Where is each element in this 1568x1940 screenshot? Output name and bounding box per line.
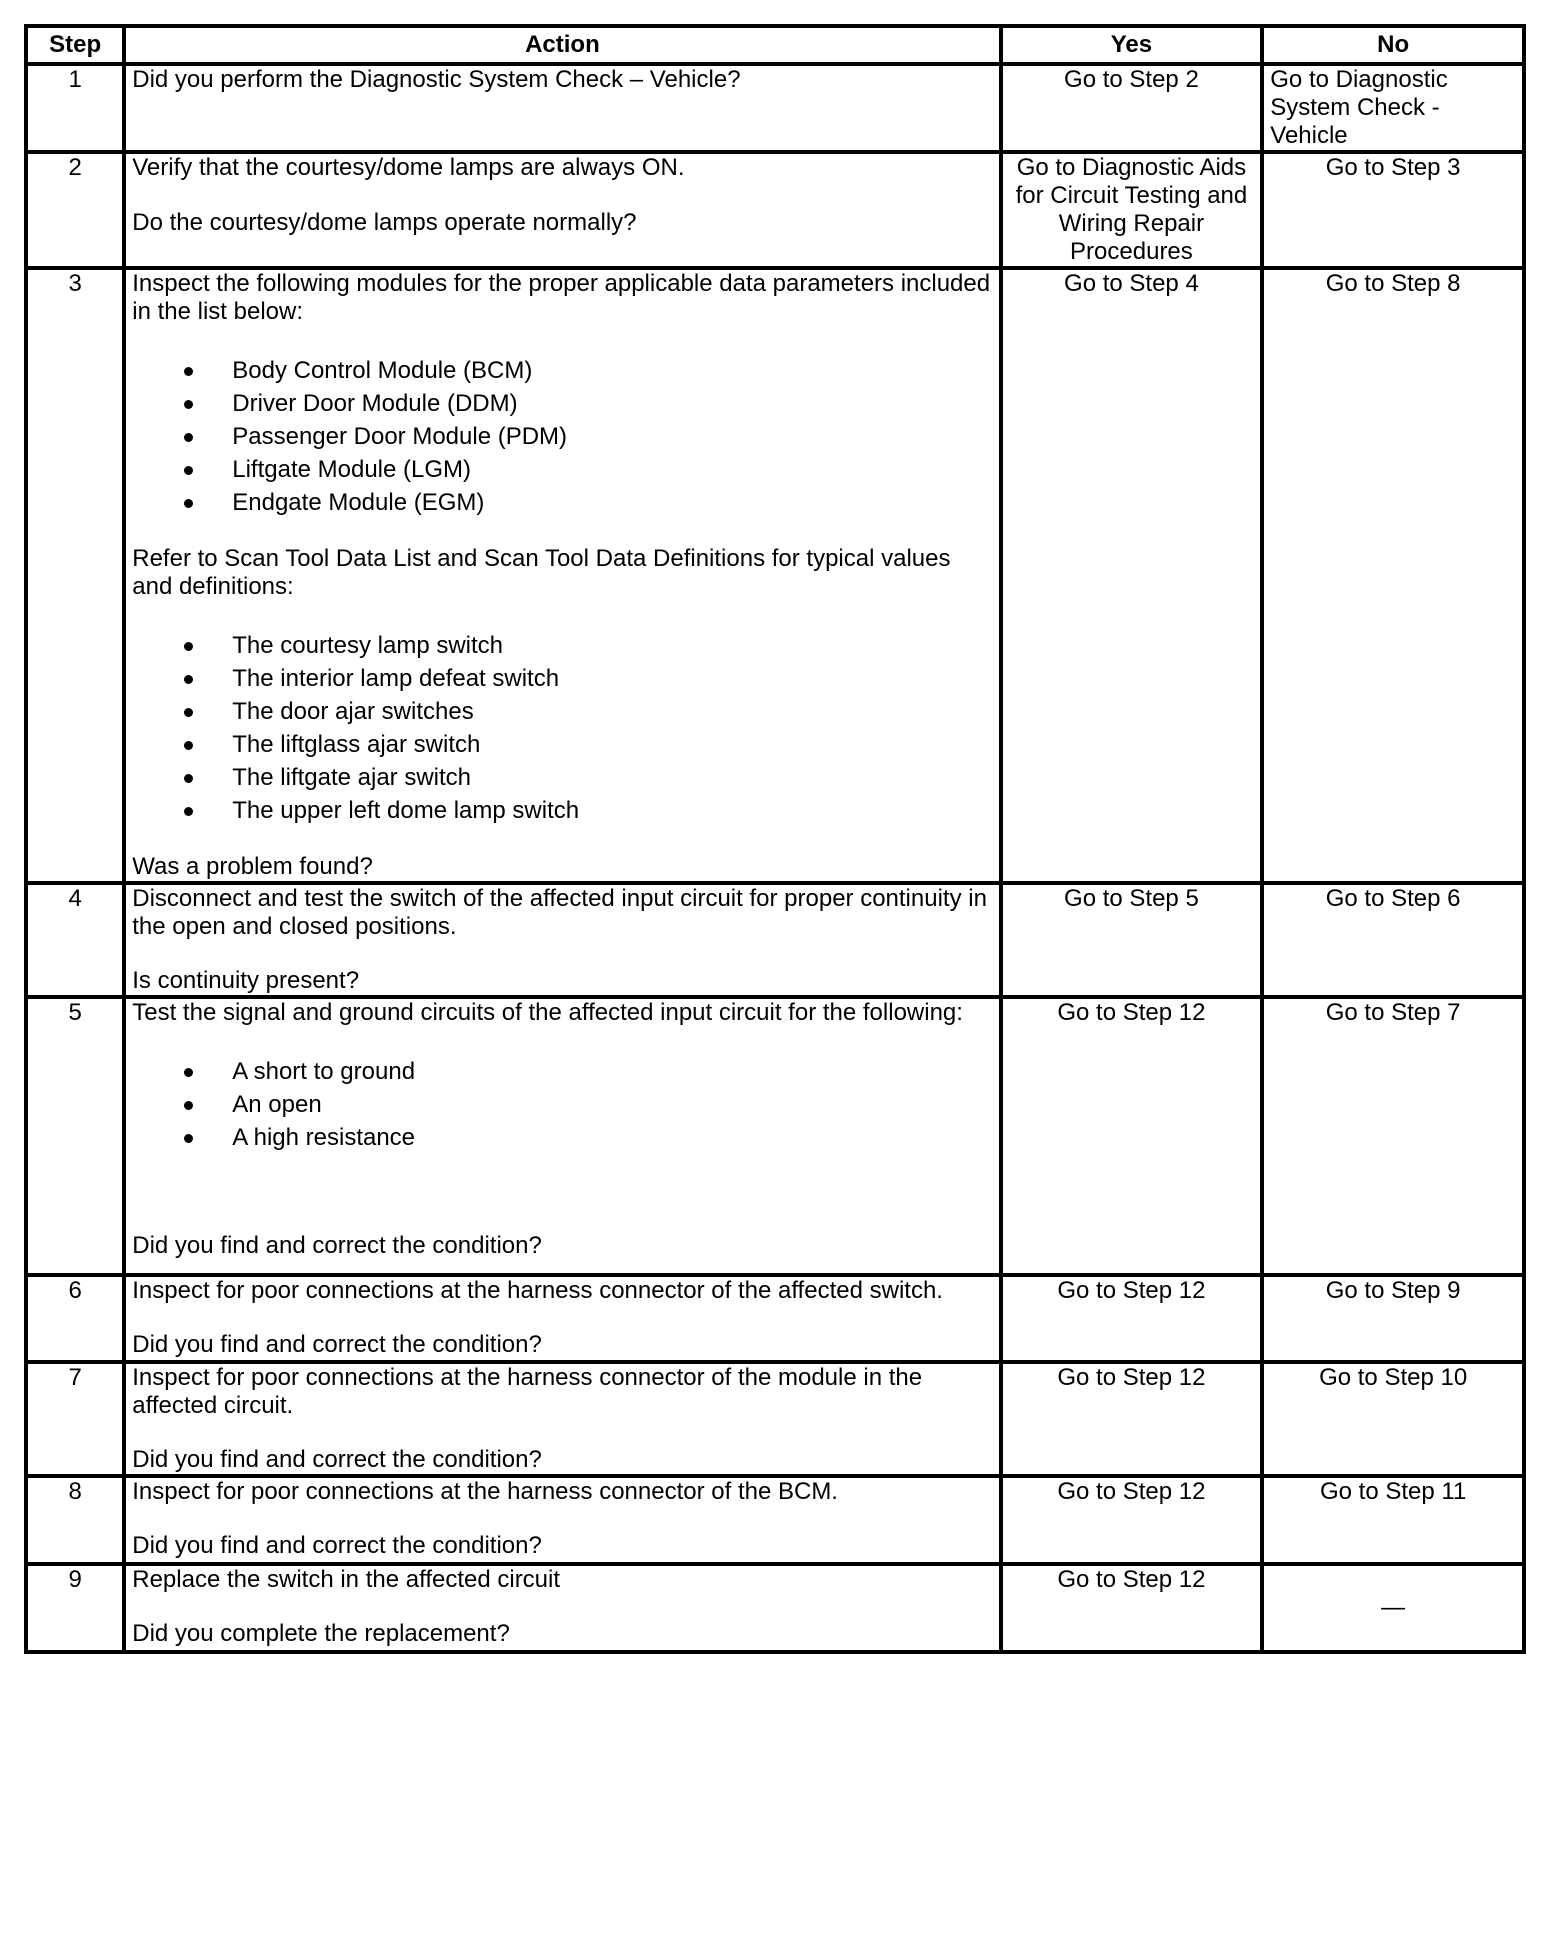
- no-cell: Go to Step 8: [1262, 268, 1524, 883]
- list-item: Endgate Module (EGM): [132, 486, 992, 519]
- action-question: Was a problem found?: [132, 853, 373, 880]
- action-cell: [124, 1362, 1000, 1476]
- yes-cell: Go to Step 12: [1001, 1362, 1263, 1476]
- action-question: Did you find and correct the condition?: [132, 1331, 542, 1358]
- action-cell: [124, 883, 1000, 997]
- yes-cell: Go to Step 12: [1001, 1476, 1263, 1564]
- table-row: [26, 1275, 1524, 1362]
- module-list: [132, 354, 992, 519]
- list-item: A short to ground: [132, 1055, 992, 1088]
- action-cell: [124, 997, 1000, 1275]
- header-no: No: [1262, 26, 1524, 64]
- no-cell: Go to Diagnostic System Check - Vehicle: [1262, 64, 1524, 152]
- list-item: The upper left dome lamp switch: [132, 794, 992, 827]
- list-item: Passenger Door Module (PDM): [132, 420, 992, 453]
- action-question: Did you find and correct the condition?: [132, 1446, 542, 1473]
- no-cell: —: [1262, 1564, 1524, 1652]
- table-row: [26, 1362, 1524, 1476]
- action-cell: [124, 152, 1000, 268]
- step-number: 5: [26, 997, 124, 1275]
- action-text: Inspect for poor connections at the harness connector of the affected switch.: [132, 1277, 943, 1304]
- action-text: Inspect for poor connections at the harness connector of the BCM.: [132, 1478, 838, 1505]
- table-row: [26, 883, 1524, 997]
- action-text: Verify that the courtesy/dome lamps are always ON.: [132, 154, 685, 181]
- list-item: The door ajar switches: [132, 695, 992, 728]
- action-question: Did you find and correct the condition?: [132, 1232, 542, 1259]
- yes-cell: Go to Step 12: [1001, 1564, 1263, 1652]
- switch-list: [132, 629, 992, 827]
- step-number: 4: [26, 883, 124, 997]
- action-cell: [124, 64, 1000, 152]
- action-question: Did you complete the replacement?: [132, 1620, 510, 1647]
- header-yes: Yes: [1001, 26, 1263, 64]
- action-text: Refer to Scan Tool Data List and Scan Tool Data Definitions for typical values and definitions:: [132, 545, 951, 600]
- fault-list: [132, 1055, 992, 1154]
- table-row: [26, 268, 1524, 883]
- list-item: The courtesy lamp switch: [132, 629, 992, 662]
- list-item: A high resistance: [132, 1121, 992, 1154]
- step-number: 8: [26, 1476, 124, 1564]
- action-text: Inspect the following modules for the proper applicable data parameters included in the list below:: [132, 270, 991, 325]
- no-cell: Go to Step 11: [1262, 1476, 1524, 1564]
- step-number: 6: [26, 1275, 124, 1362]
- action-text: Test the signal and ground circuits of the affected input circuit for the following:: [132, 999, 963, 1026]
- list-item: Body Control Module (BCM): [132, 354, 992, 387]
- yes-cell: Go to Step 2: [1001, 64, 1263, 152]
- list-item: The liftglass ajar switch: [132, 728, 992, 761]
- table-row: [26, 64, 1524, 152]
- header-step: Step: [26, 26, 124, 64]
- no-cell: Go to Step 9: [1262, 1275, 1524, 1362]
- step-number: 9: [26, 1564, 124, 1652]
- step-number: 1: [26, 64, 124, 152]
- no-cell: Go to Step 7: [1262, 997, 1524, 1275]
- table-row: [26, 1476, 1524, 1564]
- action-text: Did you perform the Diagnostic System Check – Vehicle?: [132, 66, 741, 93]
- action-cell: [124, 268, 1000, 883]
- step-number: 2: [26, 152, 124, 268]
- table-row: [26, 1564, 1524, 1652]
- diagnostic-table: [24, 24, 1526, 1654]
- table-row: [26, 997, 1524, 1275]
- action-cell: [124, 1564, 1000, 1652]
- step-number: 7: [26, 1362, 124, 1476]
- yes-cell: Go to Step 12: [1001, 997, 1263, 1275]
- list-item: The interior lamp defeat switch: [132, 662, 992, 695]
- action-question: Did you find and correct the condition?: [132, 1532, 542, 1559]
- step-number: 3: [26, 268, 124, 883]
- action-text: Replace the switch in the affected circuit: [132, 1566, 561, 1593]
- list-item: Liftgate Module (LGM): [132, 453, 992, 486]
- no-cell: Go to Step 3: [1262, 152, 1524, 268]
- list-item: The liftgate ajar switch: [132, 761, 992, 794]
- action-question: Do the courtesy/dome lamps operate normally?: [132, 209, 637, 236]
- no-cell: Go to Step 10: [1262, 1362, 1524, 1476]
- yes-cell: Go to Step 4: [1001, 268, 1263, 883]
- header-action: Action: [124, 26, 1000, 64]
- action-cell: [124, 1476, 1000, 1564]
- yes-cell: Go to Step 12: [1001, 1275, 1263, 1362]
- yes-cell: Go to Diagnostic Aids for Circuit Testing and Wiring Repair Procedures: [1001, 152, 1263, 268]
- list-item: An open: [132, 1088, 992, 1121]
- action-question: Is continuity present?: [132, 967, 360, 994]
- action-text: Inspect for poor connections at the harness connector of the module in the affected circuit.: [132, 1364, 923, 1419]
- action-text: Disconnect and test the switch of the affected input circuit for proper continuity in the open and closed positions.: [132, 885, 987, 940]
- list-item: Driver Door Module (DDM): [132, 387, 992, 420]
- no-cell: Go to Step 6: [1262, 883, 1524, 997]
- table-row: [26, 152, 1524, 268]
- header-row: [26, 26, 1524, 64]
- action-cell: [124, 1275, 1000, 1362]
- yes-cell: Go to Step 5: [1001, 883, 1263, 997]
